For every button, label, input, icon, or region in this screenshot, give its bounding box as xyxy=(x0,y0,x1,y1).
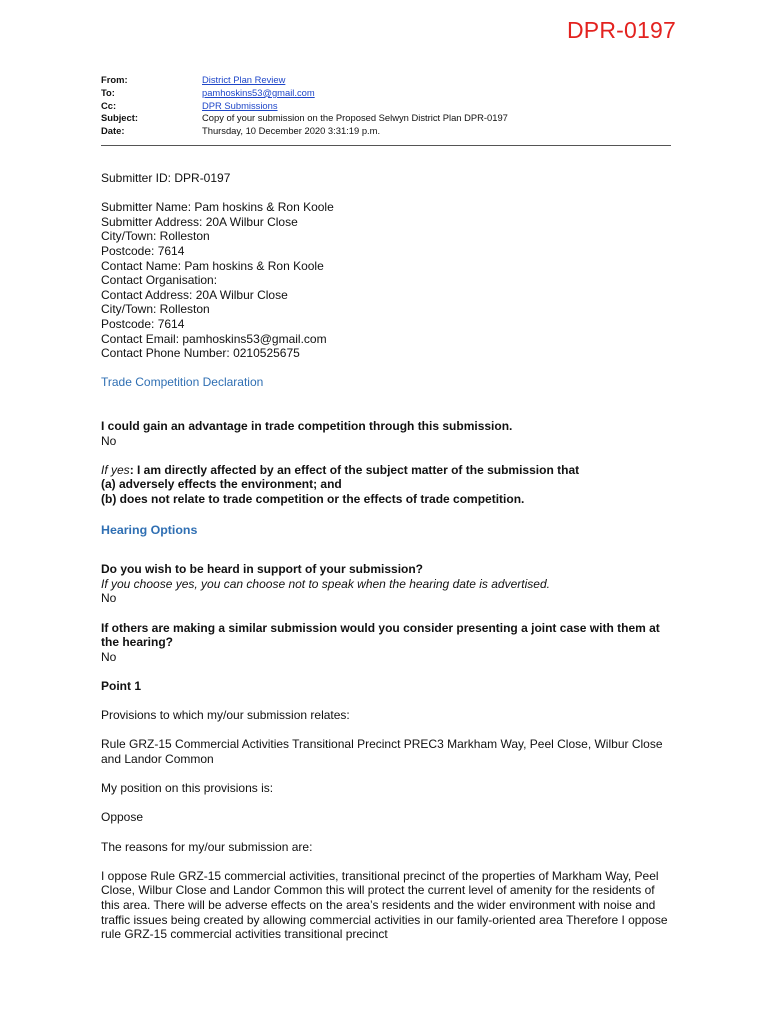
hearing-question-1: Do you wish to be heard in support of your submission? xyxy=(101,562,424,577)
contact-email: Contact Email: pamhoskins53@gmail.com xyxy=(101,331,327,346)
cc-link[interactable]: DPR Submissions xyxy=(202,99,278,111)
date-value: Thursday, 10 December 2020 3:31:19 p.m. xyxy=(202,125,381,137)
if-yes-label: If yes xyxy=(101,462,130,477)
subject-value: Copy of your submission on the Proposed Selwyn District Plan DPR-0197 xyxy=(202,112,508,124)
position-value: Oppose xyxy=(101,810,144,825)
trade-if-yes xyxy=(101,463,671,478)
contact-name: Contact Name: Pam hoskins & Ron Koole xyxy=(101,258,324,273)
submitter-id: Submitter ID: DPR-0197 xyxy=(101,171,231,185)
trade-answer: No xyxy=(101,433,117,448)
submitter-name: Submitter Name: Pam hoskins & Ron Koole xyxy=(101,200,334,215)
contact-phone: Contact Phone Number: 0210525675 xyxy=(101,346,300,361)
from-label: From: xyxy=(101,74,128,85)
submitter-postcode: Postcode: 7614 xyxy=(101,243,185,258)
trade-question: I could gain an advantage in trade competition through this submission. xyxy=(101,419,513,434)
hearing-heading: Hearing Options xyxy=(101,522,198,537)
trade-clause-a: (a) adversely effects the environment; and xyxy=(101,477,342,492)
contact-city: City/Town: Rolleston xyxy=(101,302,210,317)
hearing-question-2: If others are making a similar submission would you consider presenting a joint case with them at the hearing? xyxy=(101,620,660,650)
subject-label: Subject: xyxy=(101,112,138,124)
contact-postcode: Postcode: 7614 xyxy=(101,316,185,331)
hearing-answer-1: No xyxy=(101,591,117,606)
document-id-stamp: DPR-0197 xyxy=(567,17,676,43)
to-label: To: xyxy=(101,86,115,98)
hearing-answer-2: No xyxy=(101,649,117,664)
date-row xyxy=(101,125,671,138)
contact-organisation: Contact Organisation: xyxy=(101,273,218,288)
provisions-label: Provisions to which my/our submission relates: xyxy=(101,708,350,723)
reasons-label: The reasons for my/our submission are: xyxy=(101,839,313,854)
email-header xyxy=(101,74,671,138)
reasons-value: I oppose Rule GRZ-15 commercial activities, transitional precinct of the properties of Markham Way, Peel Close, Wilbur Close and Landor Common this will protect the current level of amenity for the residents of this area. There will be adverse effects on the area’s residents and the wider environment with noise and traffic issues being created by allowing commercial activities in our family-oriented area Therefore I oppose rule GRZ-15 commercial activities transitional precinct xyxy=(101,868,668,942)
provisions-value: Rule GRZ-15 Commercial Activities Transitional Precinct PREC3 Markham Way, Peel Close, Wilbur Close and Landor Common xyxy=(101,737,663,766)
position-label: My position on this provisions is: xyxy=(101,781,274,796)
submitter-address: Submitter Address: 20A Wilbur Close xyxy=(101,214,298,229)
cc-row xyxy=(101,100,671,113)
if-yes-text: : I am directly affected by an effect of the subject matter of the submission that xyxy=(129,462,580,477)
trade-clause-b: (b) does not relate to trade competition or the effects of trade competition. xyxy=(101,492,525,507)
subject-row xyxy=(101,112,671,125)
submitter-city: City/Town: Rolleston xyxy=(101,229,210,244)
to-link[interactable]: pamhoskins53@gmail.com xyxy=(202,86,315,98)
cc-label: Cc: xyxy=(101,99,117,111)
submission-body xyxy=(101,171,671,942)
header-divider xyxy=(101,145,671,146)
from-link[interactable]: District Plan Review xyxy=(202,74,286,85)
point-heading: Point 1 xyxy=(101,679,142,693)
trade-heading: Trade Competition Declaration xyxy=(101,375,264,390)
hearing-note-1: If you choose yes, you can choose not to speak when the hearing date is advertised. xyxy=(101,576,550,591)
contact-address: Contact Address: 20A Wilbur Close xyxy=(101,287,288,302)
to-row xyxy=(101,87,671,100)
from-row xyxy=(101,74,671,87)
date-label: Date: xyxy=(101,125,125,137)
